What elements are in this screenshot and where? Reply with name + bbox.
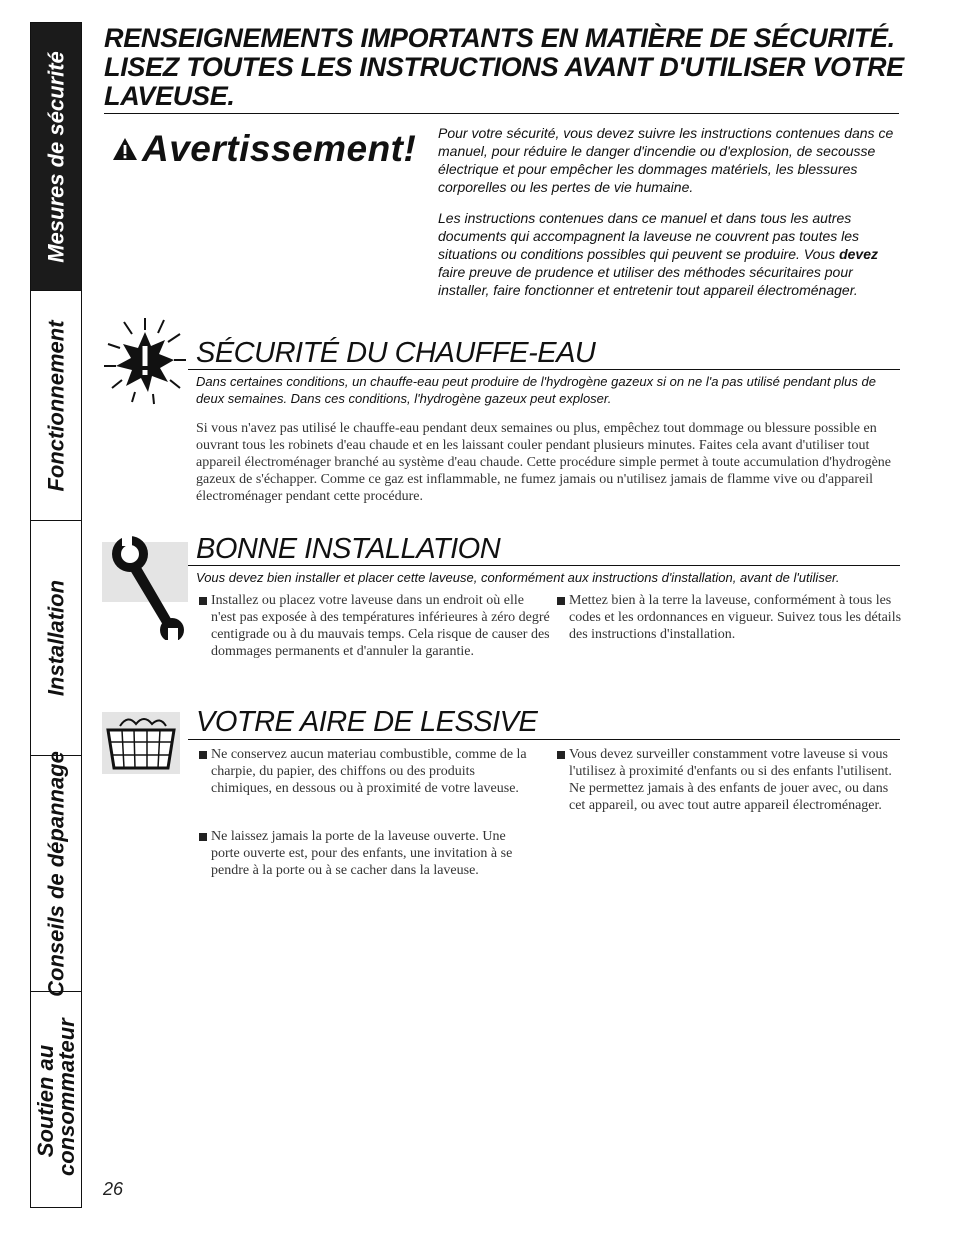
warning-text: Les instructions contenues dans ce manuel et dans tous les autres documents qui accompagnent la laveuse ne couvrent pas toutes les situations ou conditions possibles qui peuvent se produire. Vous: [438, 210, 860, 262]
wrench-icon: [102, 532, 190, 640]
laundry-bullet-3: Vous devez surveiller constamment votre laveuse si vous l'utilisez à proximité d'enfants ou si des enfants l'utilisent. Ne permettez jamais à des enfants de jouer avec, ou dans cet appareil, ou avec tout autre appareil électroménager.: [569, 747, 892, 813]
list-item: [557, 592, 909, 643]
section-tabs: [30, 22, 82, 1208]
section-divider: [188, 739, 900, 740]
warning-paragraph-1: Pour votre sécurité, vous devez suivre les instructions contenues dans ce manuel, pour réduire le danger d'incendie ou d'explosion, de secousse électrique et pour empêcher les dommages matériels, les blessures corporelles ou les pertes de vie humaine.: [438, 125, 894, 195]
tab-label: Installation: [43, 579, 69, 697]
list-item: [557, 746, 893, 814]
warning-emphasis: devez: [839, 246, 878, 262]
warning-text: faire preuve de prudence et utiliser des méthodes sécuritaires pour installer, faire fonctionner et entretenir tout appareil électroménager.: [438, 264, 858, 298]
laundry-basket-icon: [102, 712, 182, 776]
title-line-3: LAVEUSE.: [104, 81, 235, 111]
installation-intro: Vous devez bien installer et placer cette laveuse, conformément aux instructions d'installation, avant de l'utiliser.: [196, 570, 840, 585]
section-divider: [188, 369, 900, 370]
tab-fonctionnement[interactable]: [31, 291, 81, 521]
explosion-icon: [102, 316, 188, 412]
water-heater-body: Si vous n'avez pas utilisé le chauffe-eau pendant deux semaines ou plus, empêchez tout dommage ou blessure possible en ouvrant tous les robinets d'eau chaude et en les laissant couler pendant plusieurs minutes. Faites cela avant d'utiliser tout appareil électroménager branché au système d'eau chaude. Cette procédure simple permet à toute accumulation d'hydrogène gazeux de s'échapper. Comme ce gaz est inflammable, ne fumez jamais ou n'utilisez jamais de flamme vive ou d'appareil électroménager pendant cette procédure.: [196, 421, 892, 504]
tab-label: Mesures de sécurité: [43, 50, 69, 263]
tab-label: Soutien au consommateur: [33, 1017, 79, 1176]
list-item: [199, 592, 551, 660]
tab-label: Conseils de dépannage: [43, 750, 69, 997]
water-heater-intro: Dans certaines conditions, un chauffe-eau peut produire de l'hydrogène gazeux si on ne l'a pas utilisé pendant plus de deux semaines. Dans ces conditions, l'hydrogène gazeux peut exploser.: [196, 374, 876, 406]
section-title-installation: BONNE INSTALLATION: [196, 533, 501, 565]
laundry-bullet-2: Ne laissez jamais la porte de la laveuse ouverte. Une porte ouverte est, pour des enfants, une invitation à se pendre à la porte ou à se cacher dans la laveuse.: [211, 829, 513, 878]
section-title-laundry-area: VOTRE AIRE DE LESSIVE: [196, 706, 538, 738]
laundry-bullet-1: Ne conservez aucun materiau combustible, comme de la charpie, du papier, des chiffons ou des produits chimiques, en dessous ou à proximité de votre laveuse.: [211, 747, 527, 796]
warning-title: Avertissement!: [142, 128, 417, 169]
tab-installation[interactable]: [31, 521, 81, 756]
tab-mesures-de-securite[interactable]: [31, 23, 81, 291]
title-line-1: RENSEIGNEMENTS IMPORTANTS EN MATIÈRE DE SÉCURITÉ.: [104, 23, 895, 53]
installation-bullet-1: Installez ou placez votre laveuse dans un endroit où elle n'est pas exposée à des températures inférieures à zéro degré centigrade ou à du mauvais temps. Cela risque de causer des dommages permanents et d'annuler la garantie.: [211, 593, 550, 659]
title-line-2: LISEZ TOUTES LES INSTRUCTIONS AVANT D'UTILISER VOTRE: [104, 52, 904, 82]
installation-bullet-2: Mettez bien à la terre la laveuse, conformément à tous les codes et les ordonnances en vigueur. Suivez tous les détails des instructions d'installation.: [569, 593, 902, 642]
list-item: [199, 828, 535, 879]
section-title-water-heater: SÉCURITÉ DU CHAUFFE-EAU: [196, 337, 596, 369]
tab-label: Fonctionnement: [43, 319, 69, 492]
warning-heading: [112, 128, 416, 170]
list-item: [199, 746, 535, 797]
warning-triangle-icon: [112, 137, 138, 161]
tab-conseils-de-depannage[interactable]: [31, 750, 81, 997]
tab-soutien-au-consommateur[interactable]: [31, 992, 81, 1209]
warning-paragraph-2: [438, 209, 904, 299]
page-title: [104, 24, 904, 111]
page-number: 26: [103, 1179, 124, 1199]
title-divider: [104, 113, 899, 114]
section-divider: [188, 565, 900, 566]
